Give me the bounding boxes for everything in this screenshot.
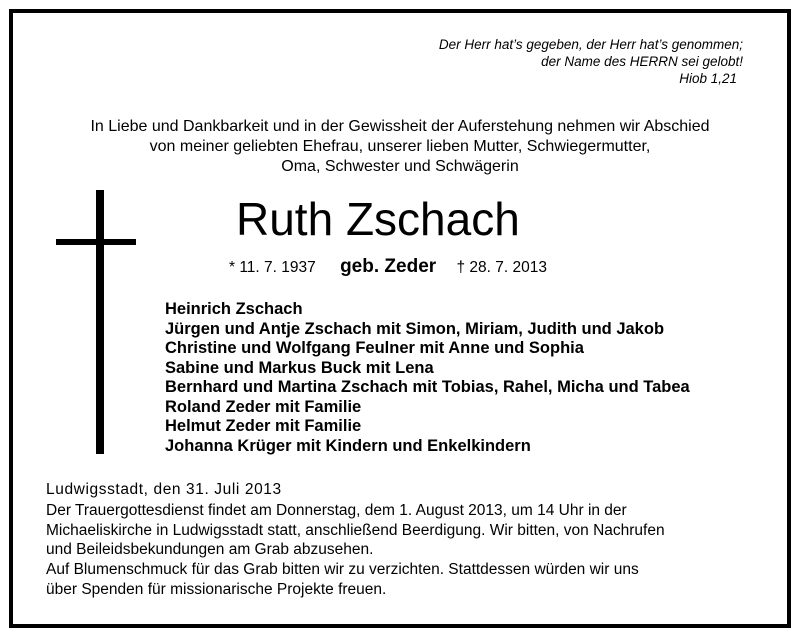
verse-reference: Hiob 1,21	[679, 71, 737, 86]
cross-vertical-bar	[96, 190, 104, 454]
mourner: Bernhard und Martina Zschach mit Tobias, Rahel, Micha und Tabea	[165, 378, 690, 396]
birth-date: * 11. 7. 1937	[229, 259, 316, 276]
obituary-notice	[9, 9, 791, 628]
place-and-date: Ludwigsstadt, den 31. Juli 2013	[46, 481, 282, 498]
intro-line: In Liebe und Dankbarkeit und in der Gewissheit der Auferstehung nehmen wir Abschied	[90, 118, 710, 135]
verse-line: der Name des HERRN sei gelobt!	[541, 54, 743, 69]
mourner: Heinrich Zschach	[165, 300, 303, 318]
verse-line: Der Herr hat’s gegeben, der Herr hat’s genommen;	[438, 37, 743, 52]
notice-line: und Beileidsbekundungen am Grab abzusehen.	[46, 541, 374, 558]
intro-line: von meiner geliebten Ehefrau, unserer lieben Mutter, Schwiegermutter,	[149, 138, 651, 155]
notice-line: Auf Blumenschmuck für das Grab bitten wir zu verzichten. Stattdessen würden wir uns	[46, 561, 639, 578]
mourner: Johanna Krüger mit Kindern und Enkelkindern	[165, 436, 531, 455]
intro-text	[9, 117, 791, 177]
maiden-name: geb. Zeder	[340, 256, 437, 277]
notice-line: Der Trauergottesdienst findet am Donnerstag, dem 1. August 2013, um 14 Uhr in der	[46, 502, 627, 519]
mourner: Jürgen und Antje Zschach mit Simon, Miriam, Judith und Jakob	[165, 319, 665, 338]
mourner: Sabine und Markus Buck mit Lena	[165, 358, 434, 377]
mourner: Roland Zeder mit Familie	[165, 397, 362, 416]
funeral-notice	[46, 501, 756, 560]
notice-line: Michaeliskirche in Ludwigsstadt statt, anschließend Beerdigung. Wir bitten, von Nachrufen	[46, 521, 665, 539]
mourner: Christine und Wolfgang Feulner mit Anne und Sophia	[165, 339, 584, 357]
life-dates	[229, 256, 547, 279]
mourner: Helmut Zeder mit Familie	[165, 417, 362, 435]
notice-line: über Spenden für missionarische Projekte freuen.	[46, 580, 387, 598]
cross-horizontal-bar	[56, 239, 136, 245]
deceased-name: Ruth Zschach	[236, 193, 520, 245]
flowers-notice	[46, 560, 756, 599]
intro-line: Oma, Schwester und Schwägerin	[281, 158, 519, 175]
mourners-list	[165, 300, 690, 456]
death-date: † 28. 7. 2013	[456, 259, 547, 276]
bible-verse	[439, 36, 743, 87]
